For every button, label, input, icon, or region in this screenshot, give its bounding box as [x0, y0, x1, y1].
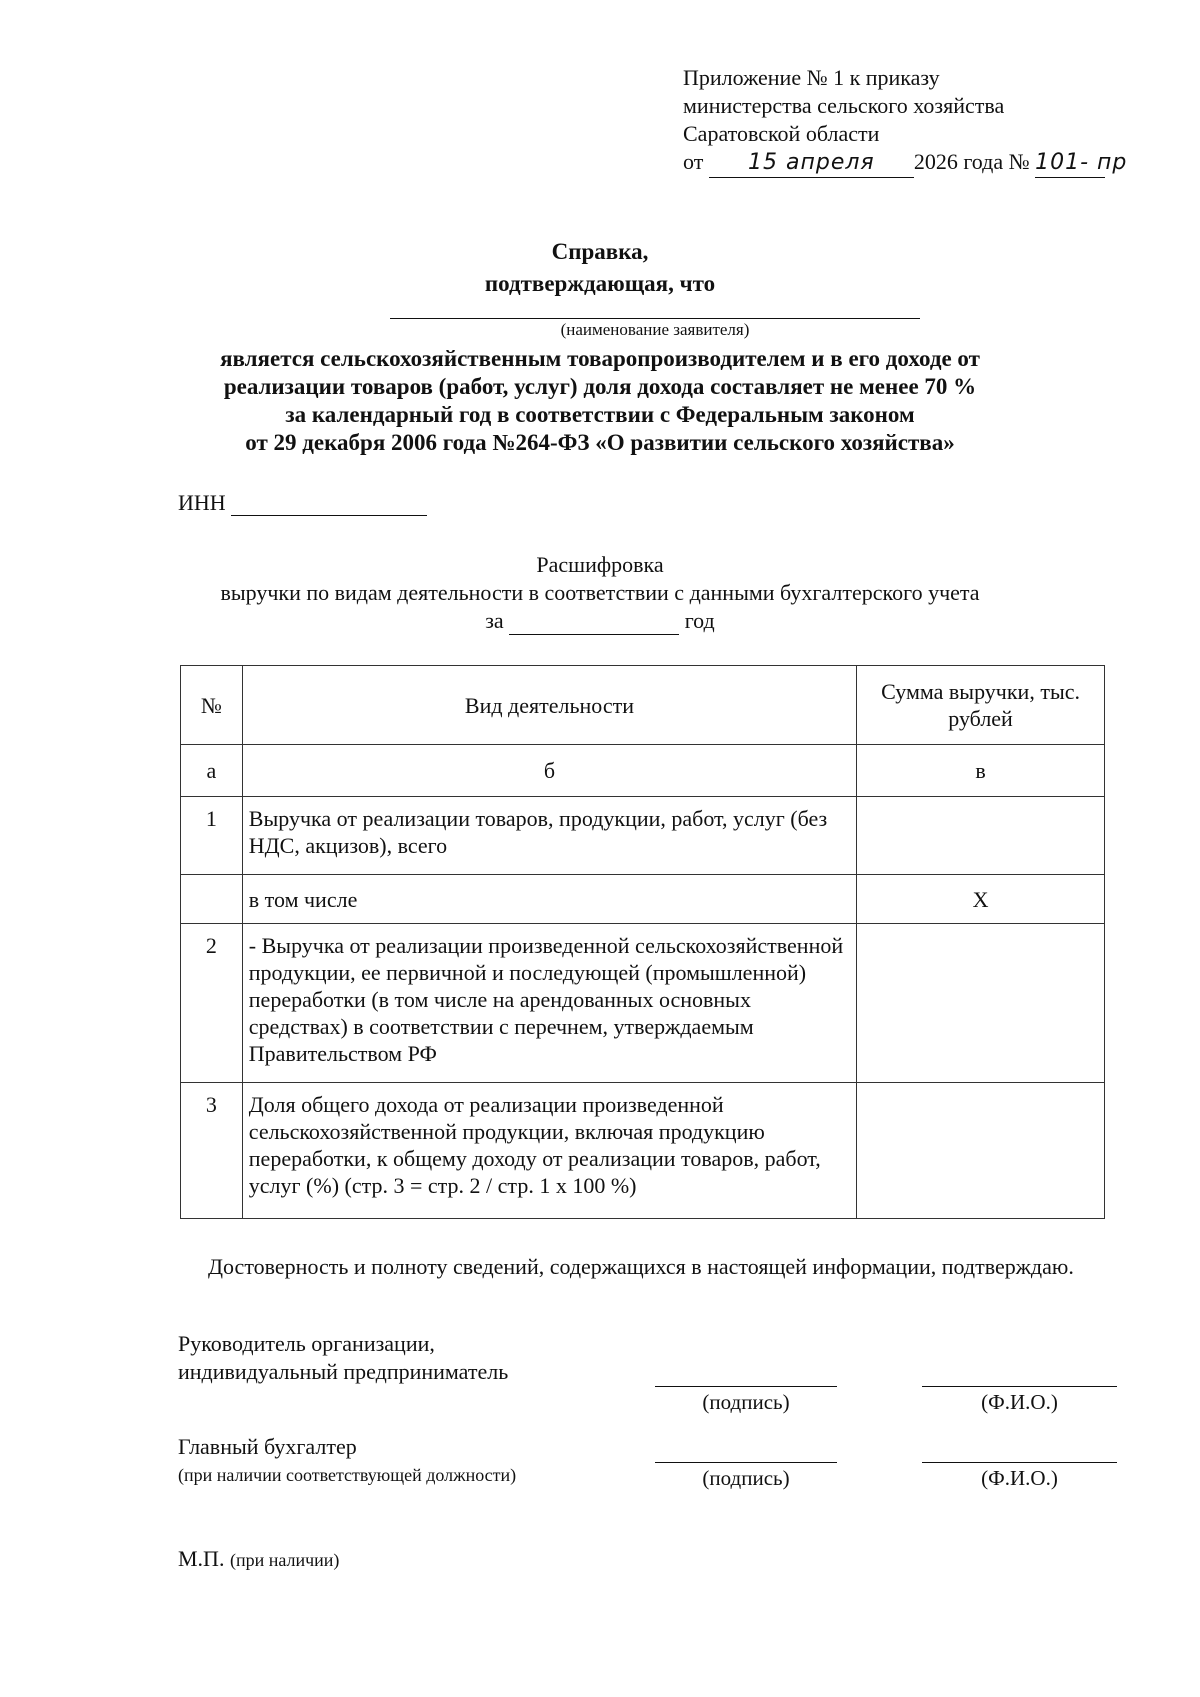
stamp-label: М.П.: [178, 1546, 225, 1571]
stamp-note: (при наличии): [229, 1550, 340, 1570]
head-fio-caption: (Ф.И.О.): [981, 1390, 1058, 1414]
accountant-fio-caption: (Ф.И.О.): [981, 1466, 1058, 1490]
year-label: год: [684, 608, 715, 633]
head-fio-line[interactable]: [922, 1386, 1117, 1387]
letter-v: в: [857, 745, 1105, 797]
breakdown-subtitle: выручки по видам деятельности в соответствии с данными бухгалтерского учета: [220, 580, 980, 605]
appendix-line-2: министерства сельского хозяйства: [683, 93, 1005, 118]
row-sum[interactable]: [857, 924, 1105, 1083]
breakdown-year-row: [0, 607, 1200, 635]
table-row: [181, 924, 1105, 1083]
accountant-signature-caption: (подпись): [702, 1466, 790, 1490]
head-line-1: Руководитель организации,: [178, 1331, 435, 1356]
accountant-line-1: Главный бухгалтер: [178, 1434, 357, 1459]
breakdown-heading: [0, 551, 1200, 635]
letter-a: а: [181, 745, 243, 797]
title-line-1: Справка,: [551, 239, 649, 264]
inn-label: ИНН: [178, 490, 226, 515]
inn-field[interactable]: [231, 493, 427, 516]
statement-line-2: реализации товаров (работ, услуг) доля дохода составляет не менее 70 %: [223, 374, 977, 399]
accountant-label: [178, 1433, 516, 1489]
statement-line-4: от 29 декабря 2006 года №264-ФЗ «О развитии сельского хозяйства»: [245, 430, 955, 455]
row-activity: - Выручка от реализации произведенной сельскохозяйственной продукции, ее первичной и последующей (промышленной) переработки (в том числе на арендованных основных средствах) в соответствии с перечнем, утверждаемым Правительством РФ: [242, 924, 856, 1083]
applicant-caption: (наименование заявителя): [560, 320, 750, 339]
confirmation-text: Достоверность и полноту сведений, содержащихся в настоящей информации, подтверждаю.: [208, 1254, 1074, 1279]
for-label: за: [485, 608, 504, 633]
revenue-table: [180, 665, 1105, 1219]
table-letters-row: [181, 745, 1105, 797]
appendix-date-line: [683, 148, 1128, 178]
row-sum[interactable]: [857, 797, 1105, 875]
header-sum: Сумма выручки, тыс. рублей: [857, 666, 1105, 745]
table-row: [181, 875, 1105, 924]
header-activity: Вид деятельности: [242, 666, 856, 745]
statement-line-3: за календарный год в соответствии с Федеральным законом: [285, 402, 915, 427]
row-number: 2: [181, 924, 243, 1083]
accountant-fio-line[interactable]: [922, 1462, 1117, 1463]
head-label: [178, 1330, 508, 1386]
header-number: №: [181, 666, 243, 745]
statement: [0, 345, 1200, 457]
appendix-line-1: Приложение № 1 к приказу: [683, 65, 940, 90]
inn-row: [178, 490, 427, 516]
letter-b: б: [242, 745, 856, 797]
head-signature-line[interactable]: [655, 1386, 837, 1387]
year-field[interactable]: [509, 612, 679, 635]
handwritten-date: 15 апреля: [709, 149, 914, 178]
row-activity: Доля общего дохода от реализации произведенной сельскохозяйственной продукции, включая продукцию переработки, к общему доходу от реализации товаров, работ, услуг (%) (стр. 3 = стр. 2 / стр. 1 х 100 %): [242, 1083, 856, 1219]
row-sum: Х: [857, 875, 1105, 924]
stamp-row: [178, 1545, 339, 1574]
row-activity: Выручка от реализации товаров, продукции, работ, услуг (без НДС, акцизов), всего: [242, 797, 856, 875]
table-header-row: [181, 666, 1105, 745]
statement-line-1: является сельскохозяйственным товаропроизводителем и в его доходе от: [220, 346, 980, 371]
breakdown-title: Расшифровка: [536, 552, 664, 577]
row-number: [181, 875, 243, 924]
title-line-2: подтверждающая, что: [484, 271, 716, 296]
table-row: [181, 1083, 1105, 1219]
from-label: от: [683, 149, 704, 174]
accountant-signature-line[interactable]: [655, 1462, 837, 1463]
row-sum[interactable]: [857, 1083, 1105, 1219]
applicant-name-field[interactable]: [390, 318, 920, 319]
row-number: 1: [181, 797, 243, 875]
row-number: 3: [181, 1083, 243, 1219]
head-line-2: индивидуальный предприниматель: [178, 1359, 509, 1384]
handwritten-order-number: 101- пр: [1035, 149, 1105, 178]
head-signature-caption: (подпись): [702, 1390, 790, 1414]
document-title: [0, 236, 1200, 300]
table-row: [181, 797, 1105, 875]
row-activity: в том числе: [242, 875, 856, 924]
year-text: 2026 года №: [913, 149, 1030, 174]
appendix-header: [683, 64, 1128, 178]
accountant-line-2: (при наличии соответствующей должности): [178, 1465, 517, 1485]
appendix-line-3: Саратовской области: [683, 121, 880, 146]
